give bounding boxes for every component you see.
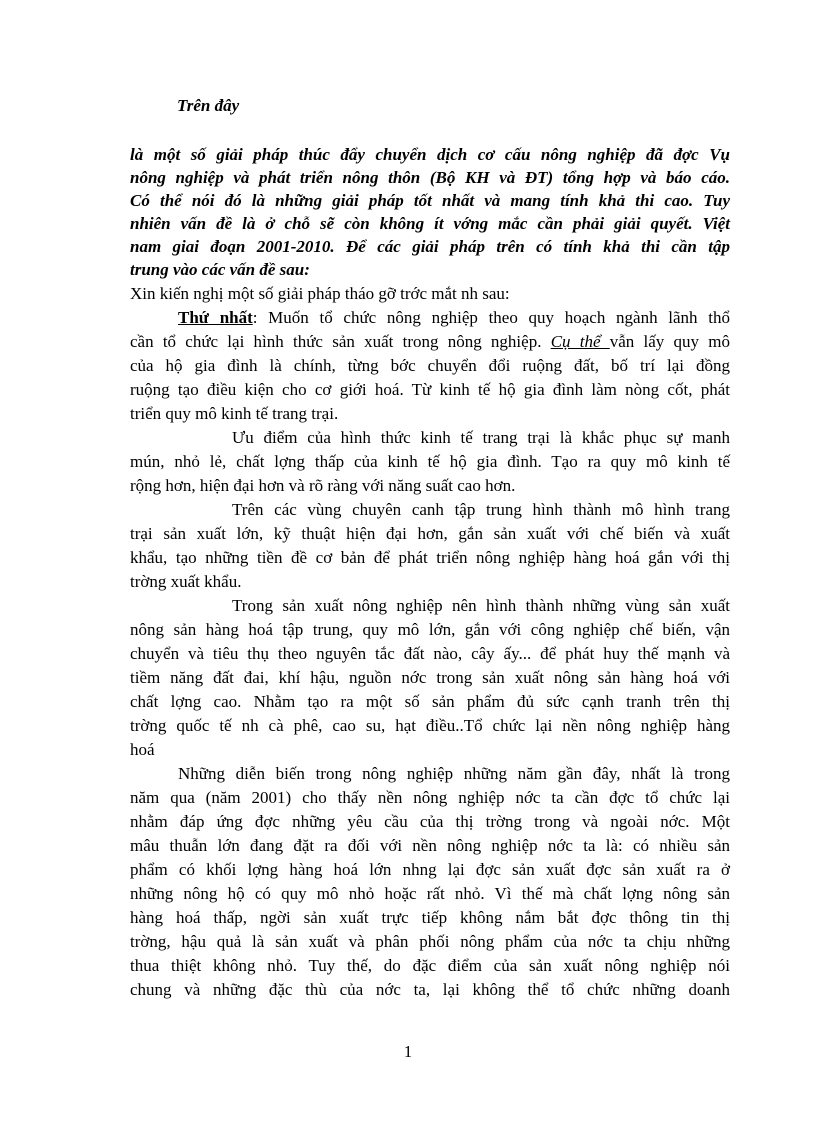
heading-line-5: nam giai đoạn 2001-2010. Để các giải pháp trên có tính khả thi cần tập xyxy=(130,237,730,256)
p4-line-2: nông sản hàng hoá tập trung, quy mô lớn, gắn với công nghiệp chế biến, vận xyxy=(130,620,730,639)
p4-line-3: chuyển và tiêu thụ theo nguyên tắc đất nào, cây ấy... để phát huy thế mạnh và xyxy=(130,644,730,663)
p2-line-1: Ưu điểm của hình thức kinh tế trang trại là khắc phục sự manh xyxy=(232,428,730,447)
heading-line-1: là một số giải pháp thúc đẩy chuyển dịch cơ cấu nông nghiệp đã đợc Vụ xyxy=(130,145,730,164)
p1-line-2 xyxy=(130,330,730,354)
p5-line-2: năm qua (năm 2001) cho thấy nền nông nghiệp nớc ta cần đợc tổ chức lại xyxy=(130,788,730,807)
p4-line-6: trờng quốc tế nh cà phê, cao su, hạt điều..Tổ chức lại nền nông nghiệp hàng xyxy=(130,716,730,735)
p5-line-4: mâu thuẫn lớn đang đặt ra đối với nền nông nghiệp nớc ta là: có nhiều sản xyxy=(130,836,730,855)
p3-line-2: trại sản xuất lớn, kỹ thuật hiện đại hơn, gắn sản xuất với chế biến và xuất xyxy=(130,524,730,543)
intro-line: Xin kiến nghị một số giải pháp tháo gỡ trớc mắt nh sau: xyxy=(130,284,510,303)
p3-line-3: khẩu, tạo những tiền đề cơ bản để phát triển nông nghiệp hàng hoá gắn với thị xyxy=(130,548,730,567)
heading-line-6: trung vào các vấn đề sau: xyxy=(130,260,310,279)
p5-line-9: thua thiệt không nhỏ. Tuy thế, do đặc điểm của sản xuất nông nghiệp nói xyxy=(130,956,730,975)
p5-line-10: chung và những đặc thù của nớc ta, lại không thể tổ chức những doanh xyxy=(130,980,730,999)
p1-line-2-text: cần tổ chức lại hình thức sản xuất trong nông nghiệp. xyxy=(130,332,551,351)
p3-line-4: trờng xuất khẩu. xyxy=(130,572,242,591)
p5-line-8: trờng, hậu quả là sản xuất và phân phối nông phẩm của nớc ta chịu những xyxy=(130,932,730,951)
p1-line-2-rest: vẫn lấy quy mô xyxy=(609,332,730,351)
heading-line-2: nông nghiệp và phát triển nông thôn (Bộ KH và ĐT) tổng hợp và báo cáo. xyxy=(130,168,730,187)
p4-line-1: Trong sản xuất nông nghiệp nên hình thành những vùng sản xuất xyxy=(232,596,730,615)
p3-line-1: Trên các vùng chuyên canh tập trung hình thành mô hình trang xyxy=(232,500,730,519)
p2-line-2: mún, nhỏ lẻ, chất lợng thấp của kinh tế hộ gia đình. Tạo ra quy mô kinh tế xyxy=(130,452,730,471)
p1-lead: Thứ nhất xyxy=(178,308,253,327)
p5-line-3: nhằm đáp ứng đợc những yêu cầu của thị trờng trong và ngoài nớc. Một xyxy=(130,812,730,831)
p4-line-4: tiềm năng đất đai, khí hậu, nguồn nớc trong sản xuất nông sản hàng hoá với xyxy=(130,668,730,687)
heading-line-4: nhiên vấn đề là ở chỗ sẽ còn không ít vớng mắc cần phải giải quyết. Việt xyxy=(130,214,730,233)
page-number: 1 xyxy=(403,1042,413,1061)
p1-line-4: ruộng tạo điều kiện cho cơ giới hoá. Từ kinh tế hộ gia đình làm nòng cốt, phát xyxy=(130,380,730,399)
p1-line-1-text: : Muốn tổ chức nông nghiệp theo quy hoạch ngành lãnh thổ xyxy=(252,308,730,327)
heading-line-3: Có thể nói đó là những giải pháp tốt nhất và mang tính khả thi cao. Tuy xyxy=(130,191,730,210)
p5-line-5: phẩm có khối lợng hàng hoá lớn nhng lại đợc sản xuất đợc sản xuất ra ở xyxy=(130,860,730,879)
p5-line-1: Những diễn biến trong nông nghiệp những năm gần đây, nhất là trong xyxy=(178,764,730,783)
p5-line-7: hàng hoá thấp, ngời sản xuất trực tiếp không nắm bắt đợc thông tin thị xyxy=(130,908,730,927)
p5-line-6: những nông hộ có quy mô nhỏ hoặc rất nhỏ. Vì thế mà chất lợng nông sản xyxy=(130,884,730,903)
p4-line-5: chất lợng cao. Nhằm tạo ra một số sản phẩm đủ sức cạnh tranh trên thị xyxy=(130,692,730,711)
p1-line-3: của hộ gia đình là chính, từng bớc chuyển đổi ruộng đất, bố trí lại đồng xyxy=(130,356,730,375)
p2-line-3: rộng hơn, hiện đại hơn và rõ ràng với năng suất cao hơn. xyxy=(130,476,516,495)
p1-underlined: Cụ thể xyxy=(550,332,610,351)
heading-title: Trên đây xyxy=(177,96,240,115)
p1-line-1 xyxy=(178,306,730,330)
p4-line-7: hoá xyxy=(130,740,155,759)
p1-line-5: triển quy mô kinh tế trang trại. xyxy=(130,404,339,423)
